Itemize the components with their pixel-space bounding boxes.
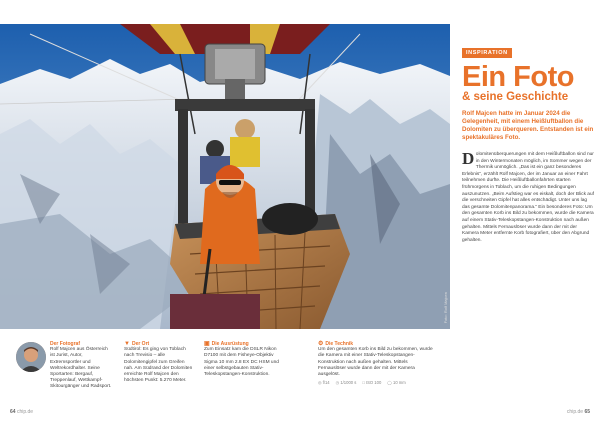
avatar-portrait bbox=[16, 342, 46, 372]
photographer-title: Der Fotograf bbox=[50, 341, 80, 347]
subheadline: & seine Geschichte bbox=[462, 91, 569, 103]
info-equipment bbox=[204, 341, 284, 378]
equipment-text: Zum Einsatz kam die DSLR Nikon D7100 mit dem Fisheye-Objektiv Sigma 10 mm 2.8 EX DC HSM und einer selbstgebauten Stativ-Teleskopstangen-Konstruktion. bbox=[204, 347, 279, 378]
iso-spec: □ ISO 100 bbox=[362, 380, 382, 386]
technique-title: Die Technik bbox=[325, 341, 354, 347]
photographer-avatar bbox=[16, 342, 46, 372]
focal-spec: ◯ 10 mm bbox=[387, 380, 406, 386]
photo-credit: Foto: Rolf Majcen bbox=[443, 291, 448, 323]
place-text: Südtirol: Es ging von Toblach nach Trevisio – alle Dolomitengipfel zum Greifen nah. Am Südrand der Dolomiten erreichte Rolf Majcen den höchsten Punkt: 5.270 Meter. bbox=[124, 347, 193, 384]
exposure-specs bbox=[318, 380, 436, 386]
info-place bbox=[124, 341, 194, 384]
lead-paragraph: Rolf Majcen hatte im Januar 2024 die Gelegenheit, mit einem Heißluftballon die Dolomiten zu überqueren. Entstanden ist ein spektakuläres Foto. bbox=[462, 110, 594, 141]
lens-icon: ◯ bbox=[387, 380, 392, 386]
aperture-icon: ◎ bbox=[318, 380, 322, 386]
place-title: Der Ort bbox=[131, 341, 150, 347]
article-column bbox=[462, 24, 594, 244]
site-right: chip.de bbox=[566, 409, 584, 415]
body-paragraph: olomitenüberquerungen mit dem Heißluftballon sind nur in den Wintermonaten möglich, im Sommer wegen der Thermik unmöglich. „Das ist ein ganz besonderes Erlebnis“, erzählt Rolf Majcen, der im Januar an einer Fahrt teilnehmen durfte. Die Heißluftballonfahrten starten frühmorgens in Toblach, um die ruhigen Bedingungen auszunutzen. „Beim Aufstieg war es eiskalt, doch der Blick auf die verschneiten Gipfel hat alles entschädigt. Unter uns lag das gesamte Dolomitenpanorama.“ Ein besonderes Foto: Um den gesamten Korb ins Bild zu bekommen, wurde die Kamera auf einem Stativ-Teleskopstangen-Konstruktion nach außen gehalten. Mittels Fernauslöser wurde dann der mit der Kamera Meter entfernte Korb fotografiert, über den Abgrund gehalten. bbox=[462, 152, 594, 243]
aperture-spec: ◎ f/14 bbox=[318, 380, 330, 386]
body-text bbox=[462, 149, 594, 244]
folio-left bbox=[10, 409, 33, 415]
site-left: chip.de bbox=[16, 409, 34, 415]
shutter-spec: ◷ 1/1000 s bbox=[335, 380, 357, 386]
drop-cap: D bbox=[462, 149, 475, 168]
info-technique bbox=[318, 341, 436, 386]
info-bar bbox=[0, 336, 450, 396]
page-number-right: 65 bbox=[584, 409, 590, 415]
folio-right bbox=[567, 409, 590, 415]
camera-icon: ▣ bbox=[204, 341, 210, 347]
balloon-basket-photo bbox=[0, 24, 450, 329]
equipment-title: Die Ausrüstung bbox=[211, 341, 249, 347]
gear-icon: ⚙ bbox=[318, 341, 324, 347]
main-photo bbox=[0, 24, 450, 329]
page-number-left: 64 bbox=[10, 409, 16, 415]
iso-icon: □ bbox=[362, 380, 365, 386]
photographer-text: Rolf Majcen aus Österreich ist Jurist, Autor, Extremsportler und Weltrekordhalter. Seine Sportarten: Bergauf, Treppenlauf, Wettkampf-Skitourgänger und Radsport. bbox=[50, 347, 112, 390]
category-badge: INSPIRATION bbox=[462, 48, 512, 58]
shutter-icon: ◷ bbox=[335, 380, 340, 386]
headline: Ein Foto bbox=[462, 61, 574, 93]
info-photographer bbox=[50, 341, 112, 391]
technique-text: Um den gesamten Korb ins Bild zu bekommen, wurde die Kamera mit einer Stativ-Teleskopstangen-Konstruktion nach außen gehalten. Mittels Fernauslöser wurde dann der mit der Kamera ausgelöst. bbox=[318, 347, 433, 378]
location-pin-icon: ▼ bbox=[124, 341, 130, 347]
